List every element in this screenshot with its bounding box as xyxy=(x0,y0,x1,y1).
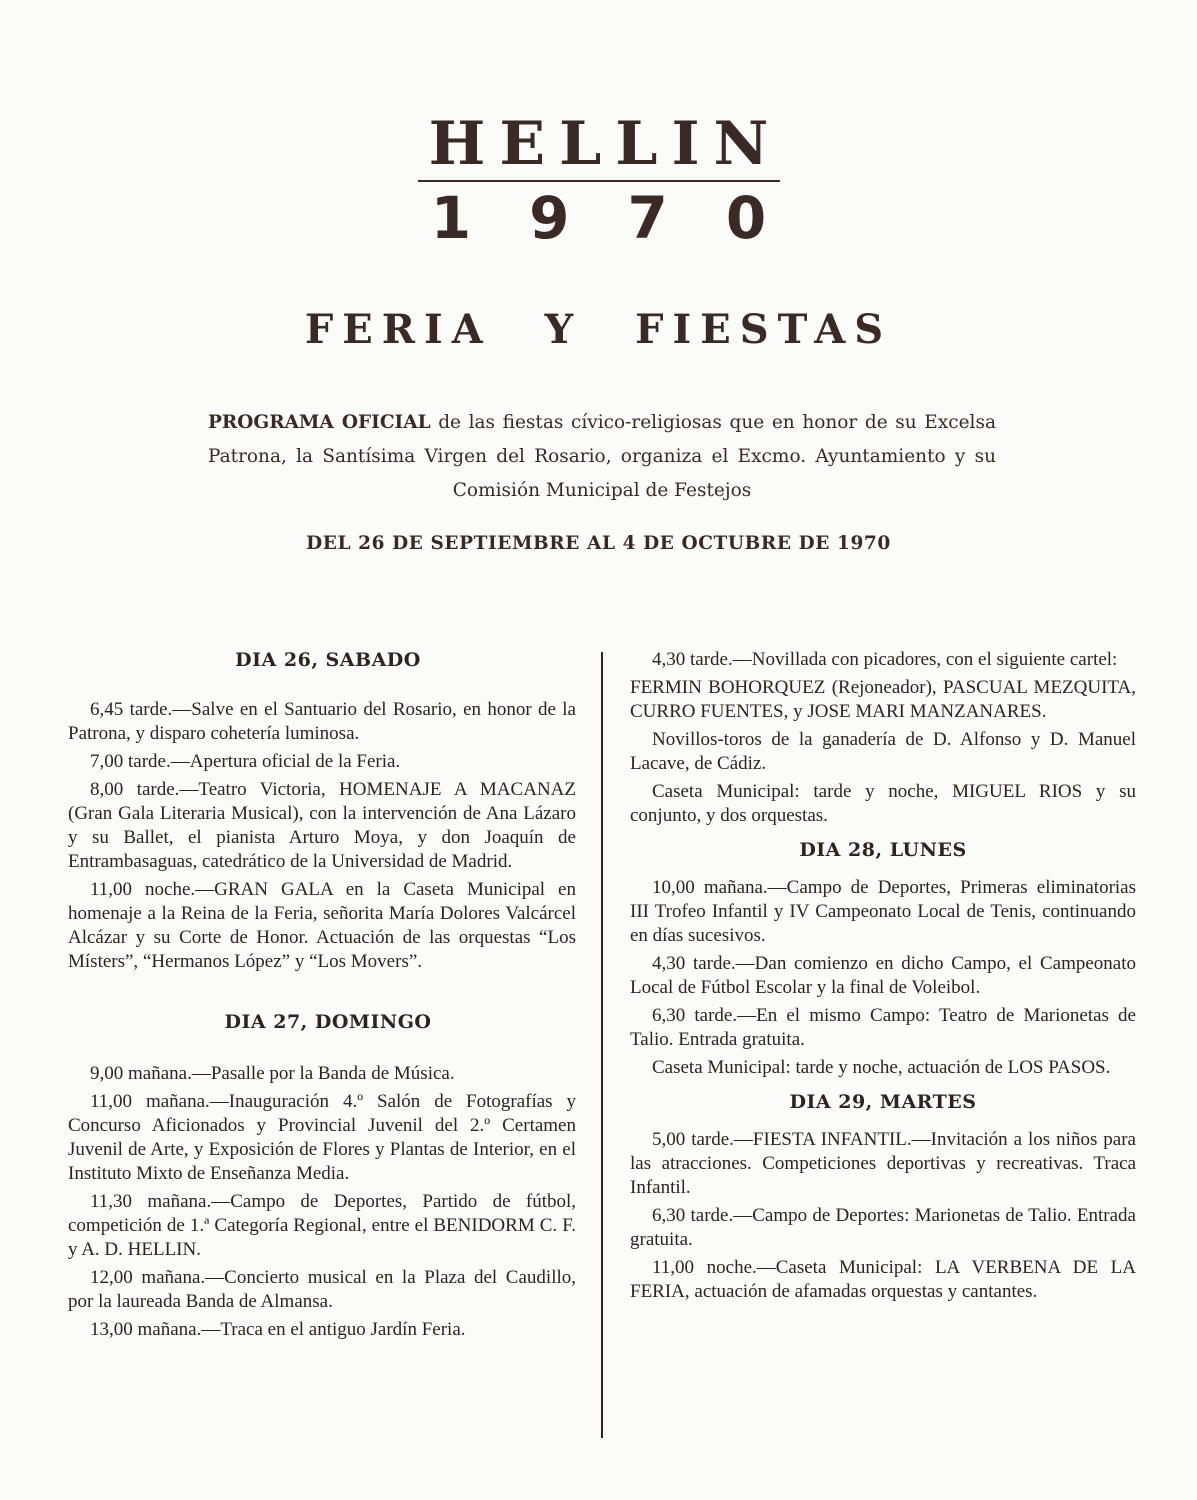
schedule-entry: 8,00 tarde.—Teatro Victoria, HOMENAJE A MACANAZ (Gran Gala Literaria Musical), con la intervención de Ana Lázaro y su Ballet, el pianista Arturo Moya, y don Joaquín de Entrambasaguas, catedrático de la Universidad de Madrid. xyxy=(68,779,576,872)
right-column xyxy=(630,648,1136,1308)
intro-text: de las fiestas cívico-religiosas que en honor de su Excelsa Patrona, la Santísima Virgen del Rosario, organiza el Excmo. Ayuntamiento y su Comisión Municipal de Festejos xyxy=(208,412,996,501)
schedule-entry: 11,00 noche.—GRAN GALA en la Caseta Municipal en homenaje a la Reina de la Feria, señorita María Dolores Valcárcel Alcázar y su Corte de Honor. Actuación de las orquestas “Los Místers”, “Hermanos López” y “Los Movers”. xyxy=(68,879,576,972)
bullfighters-list: FERMIN BOHORQUEZ (Rejoneador), PASCUAL MEZQUITA, CURRO FUENTES, y JOSE MARI MANZANARES. xyxy=(630,677,1136,722)
schedule-entry: Caseta Municipal: tarde y noche, MIGUEL RIOS y su conjunto, y dos orquestas. xyxy=(630,781,1136,826)
schedule-entry: 4,30 tarde.—Dan comienzo en dicho Campo, el Campeonato Local de Fútbol Escolar y la final de Voleibol. xyxy=(630,953,1136,998)
schedule-entry: 9,00 mañana.—Pasalle por la Banda de Música. xyxy=(90,1063,455,1084)
event-title: FERIA Y FIESTAS xyxy=(304,306,893,353)
masthead xyxy=(0,109,1197,252)
schedule-entry: 13,00 mañana.—Traca en el antiguo Jardín Feria. xyxy=(90,1319,466,1340)
schedule-entry: 11,00 noche.—Caseta Municipal: LA VERBENA DE LA FERIA, actuación de afamadas orquestas y cantantes. xyxy=(630,1257,1136,1302)
day-heading-28: DIA 28, LUNES xyxy=(799,839,967,861)
schedule-entry: 5,00 tarde.—FIESTA INFANTIL.—Invitación a los niños para las atracciones. Competiciones deportivas y recreativas. Traca Infantil. xyxy=(630,1129,1136,1198)
intro-lead: PROGRAMA OFICIAL xyxy=(208,412,431,433)
left-column xyxy=(68,648,576,1346)
city-title: HELLIN xyxy=(428,109,783,179)
schedule-entry: 10,00 mañana.—Campo de Deportes, Primeras eliminatorias III Trofeo Infantil y IV Campeonato Local de Tenis, continuando en días sucesivos. xyxy=(630,877,1136,946)
schedule-entry: 6,30 tarde.—Campo de Deportes: Marionetas de Talio. Entrada gratuita. xyxy=(630,1205,1136,1250)
title-divider xyxy=(418,180,780,182)
schedule-entry: 12,00 mañana.—Concierto musical en la Plaza del Caudillo, por la laureada Banda de Almansa. xyxy=(68,1267,576,1312)
day-heading-26: DIA 26, SABADO xyxy=(235,649,421,671)
schedule-entry: Caseta Municipal: tarde y noche, actuación de LOS PASOS. xyxy=(652,1057,1111,1078)
schedule-entry: 6,30 tarde.—En el mismo Campo: Teatro de Marionetas de Talio. Entrada gratuita. xyxy=(630,1005,1136,1050)
schedule-entry: 6,45 tarde.—Salve en el Santuario del Rosario, en honor de la Patrona, y disparo cohetería luminosa. xyxy=(68,699,576,744)
day-heading-29: DIA 29, MARTES xyxy=(789,1091,977,1113)
intro-paragraph xyxy=(208,406,996,508)
day-heading-27: DIA 27, DOMINGO xyxy=(224,1011,432,1033)
year-title: 1970 xyxy=(430,184,825,252)
schedule-entry: 11,00 mañana.—Inauguración 4.º Salón de Fotografías y Concurso Aficionados y Provincial Juvenil del 2.º Certamen Juvenil de Arte, y Exposición de Flores y Plantas de Interior, en el Instituto Mixto de Enseñanza Media. xyxy=(68,1091,576,1184)
festival-dates: DEL 26 DE SEPTIEMBRE AL 4 DE OCTUBRE DE 1970 xyxy=(306,533,891,554)
schedule-entry: Novillos-toros de la ganadería de D. Alfonso y D. Manuel Lacave, de Cádiz. xyxy=(630,729,1136,774)
column-divider xyxy=(601,652,603,1438)
schedule-entry: 7,00 tarde.—Apertura oficial de la Feria. xyxy=(90,751,401,772)
schedule-entry: 4,30 tarde.—Novillada con picadores, con el siguiente cartel: xyxy=(652,649,1118,670)
schedule-entry: 11,30 mañana.—Campo de Deportes, Partido de fútbol, competición de 1.ª Categoría Regional, entre el BENIDORM C. F. y A. D. HELLIN. xyxy=(68,1191,576,1260)
